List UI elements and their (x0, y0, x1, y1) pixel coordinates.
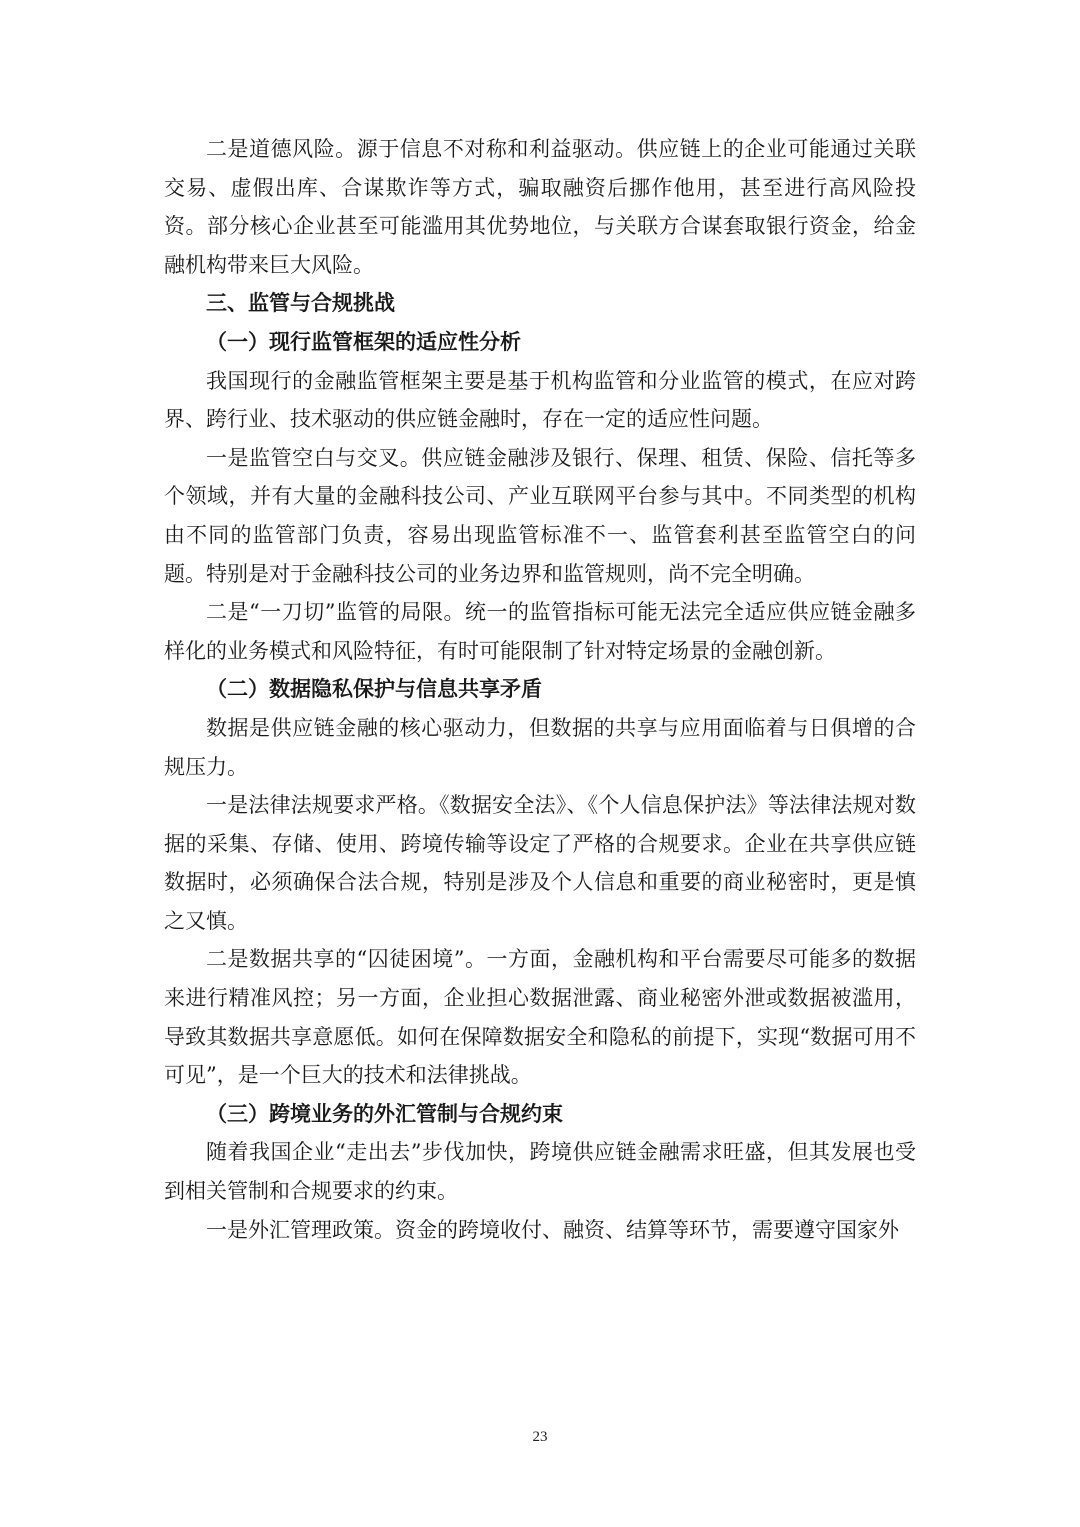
page-number: 23 (532, 1429, 548, 1445)
section-heading-regulation: 三、监管与合规挑战 (206, 290, 395, 316)
paragraph-regulatory-gap: 一是监管空白与交叉。供应链金融涉及银行、保理、租赁、保险、信托等多个领域，并有大量的金融科技公司、产业互联网平台参与其中。不同类型的机构由不同的监管部门负责，容易出现监管标准不一、监管套利甚至监管空白的问题。特别是对于金融科技公司的业务边界和监管规则，尚不完全明确。 (164, 445, 916, 586)
subsection-heading-data-privacy: （二）数据隐私保护与信息共享矛盾 (206, 676, 542, 702)
paragraph-prisoners-dilemma: 二是数据共享的“囚徒困境”。一方面，金融机构和平台需要尽可能多的数据来进行精准风控；另一方面，企业担心数据泄露、商业秘密外泄或数据被滥用，导致其数据共享意愿低。如何在保障数据安全和隐私的前提下，实现“数据可用不可见”，是一个巨大的技术和法律挑战。 (164, 947, 916, 1088)
paragraph-forex-policy: 一是外汇管理政策。资金的跨境收付、融资、结算等环节，需要遵守国家外 (206, 1217, 899, 1242)
paragraph-moral-risk: 二是道德风险。源于信息不对称和利益驱动。供应链上的企业可能通过关联交易、虚假出库、合谋欺诈等方式，骗取融资后挪作他用，甚至进行高风险投资。部分核心企业甚至可能滥用其优势地位，与关联方合谋套取银行资金，给金融机构带来巨大风险。 (164, 137, 916, 277)
paragraph-data-intro: 数据是供应链金融的核心驱动力，但数据的共享与应用面临着与日俱增的合规压力。 (164, 715, 916, 779)
paragraph-laws-strict: 一是法律法规要求严格。《数据安全法》、《个人信息保护法》等法律法规对数据的采集、存储、使用、跨境传输等设定了严格的合规要求。企业在共享供应链数据时，必须确保合法合规，特别是涉及个人信息和重要的商业秘密时，更是慎之又慎。 (164, 793, 916, 933)
subsection-heading-framework: （一）现行监管框架的适应性分析 (206, 328, 521, 354)
paragraph-cross-border-intro: 随着我国企业“走出去”步伐加快，跨境供应链金融需求旺盛，但其发展也受到相关管制和合规要求的约束。 (164, 1140, 916, 1204)
body-text (164, 130, 916, 1249)
subsection-heading-cross-border: （三）跨境业务的外汇管制与合规约束 (206, 1100, 563, 1126)
paragraph-framework-intro: 我国现行的金融监管框架主要是基于机构监管和分业监管的模式，在应对跨界、跨行业、技术驱动的供应链金融时，存在一定的适应性问题。 (164, 368, 916, 432)
paragraph-one-size-fits-all: 二是“一刀切”监管的局限。统一的监管指标可能无法完全适应供应链金融多样化的业务模式和风险特征，有时可能限制了针对特定场景的金融创新。 (164, 600, 916, 663)
